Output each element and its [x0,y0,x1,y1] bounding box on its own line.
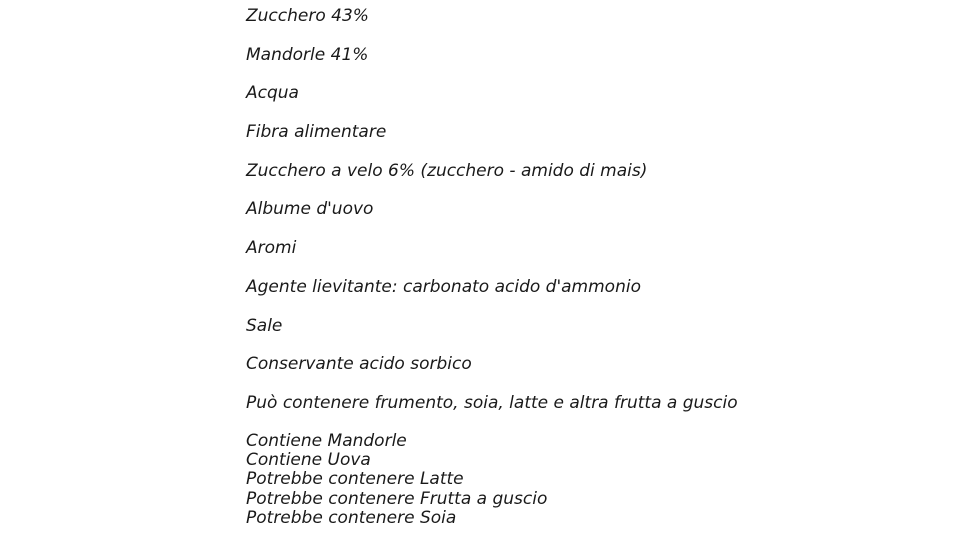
ingredient-line: Fibra alimentare [246,122,387,143]
allergen-line: Contiene Mandorle [246,430,407,451]
allergen-line: Potrebbe contenere Soia [246,508,457,529]
ingredient-line: Agente lievitante: carbonato acido d'ammonio [246,276,641,297]
ingredient-line: Conservante acido sorbico [246,354,472,375]
ingredient-line: Sale [246,315,283,336]
ingredient-line: Mandorle 41% [246,44,369,65]
allergen-line: Potrebbe contenere Frutta a guscio [246,488,548,509]
may-contain-notice: Può contenere frumento, soia, latte e altra frutta a guscio [246,392,738,413]
ingredient-line: Aromi [246,238,297,259]
ingredient-line: Albume d'uovo [246,199,374,220]
ingredient-line: Acqua [246,83,299,104]
ingredient-line: Zucchero a velo 6% (zucchero - amido di mais) [246,160,648,181]
ingredient-line: Zucchero 43% [246,6,369,26]
allergen-line: Contiene Uova [246,449,371,470]
ingredient-list-document [246,6,946,529]
allergen-line: Potrebbe contenere Latte [246,469,464,490]
allergen-block [246,432,946,529]
